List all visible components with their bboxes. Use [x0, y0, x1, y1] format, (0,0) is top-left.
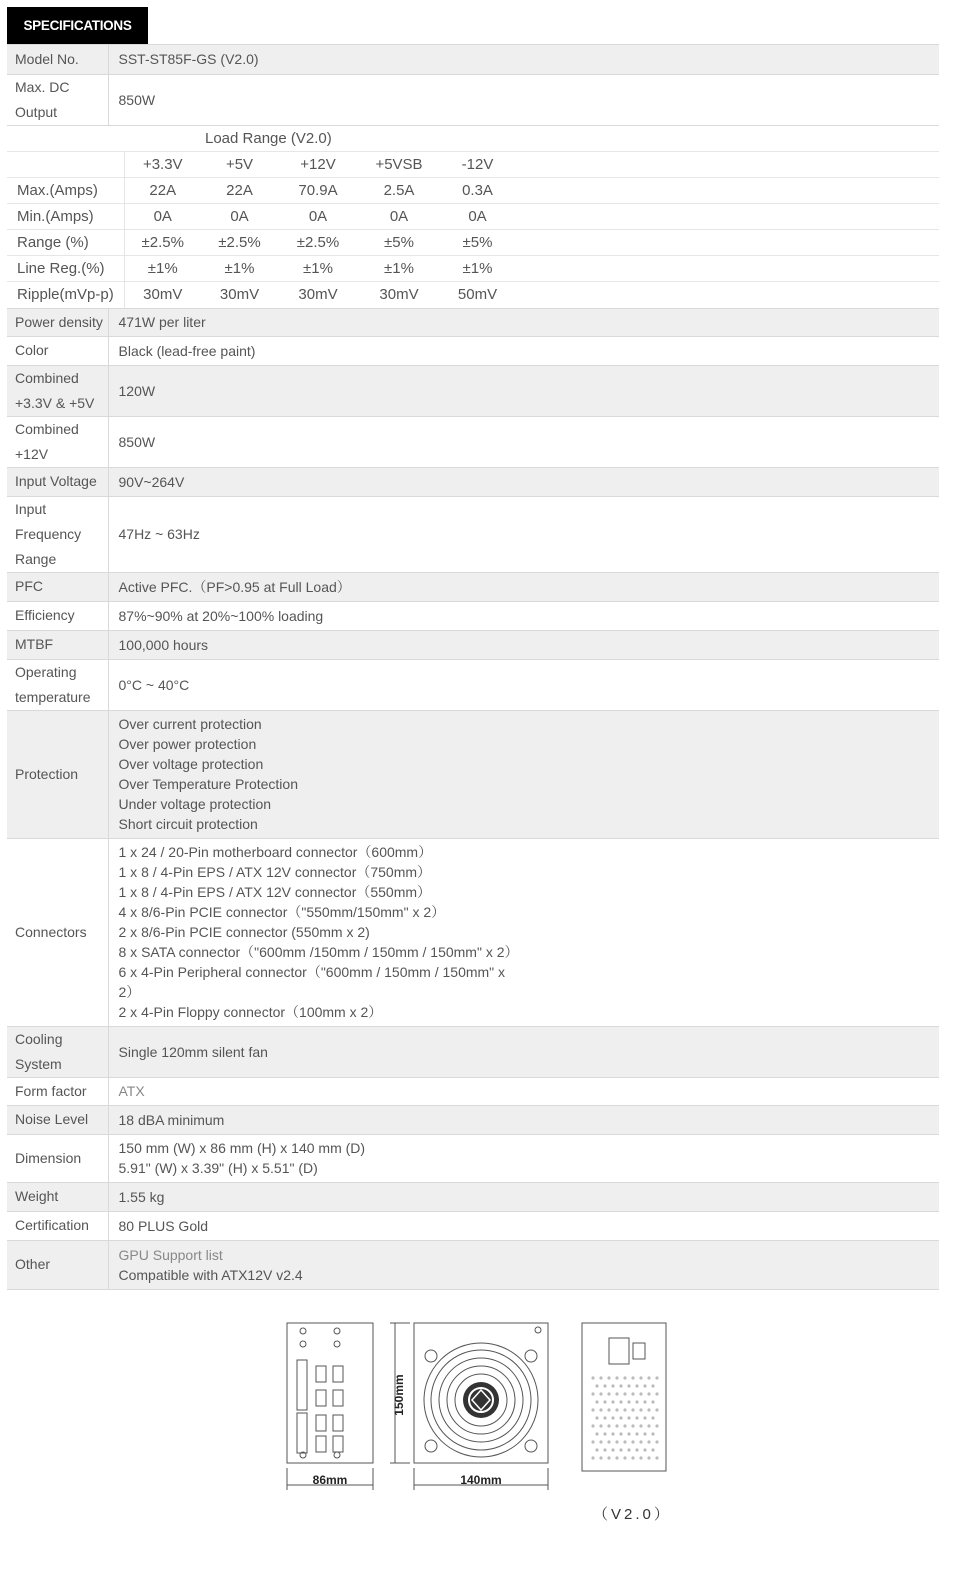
- row-label: Power density: [7, 308, 108, 336]
- load-cell: 2.5A: [358, 178, 440, 204]
- row-value: 850W: [108, 416, 939, 467]
- load-cell: ±1%: [124, 256, 201, 282]
- connector-line: 4 x 8/6-Pin PCIE connector（"550mm/150mm" x 2）: [118, 904, 446, 920]
- dimension-line: 150 mm (W) x 86 mm (H) x 140 mm (D): [118, 1140, 366, 1156]
- load-cell: ±1%: [201, 256, 278, 282]
- row-label: Other: [7, 1240, 108, 1289]
- load-cell: ±1%: [358, 256, 440, 282]
- protection-line: Over Temperature Protection: [118, 776, 298, 792]
- row-label: Cooling System: [7, 1026, 108, 1077]
- row-label: MTBF: [7, 630, 108, 659]
- dim-depth-label: 140mm: [460, 1473, 502, 1487]
- load-column-header: +12V: [278, 152, 358, 178]
- row-value: ATX: [108, 1077, 939, 1105]
- protection-line: Over current protection: [118, 716, 262, 732]
- row-label: Efficiency: [7, 601, 108, 630]
- row-value: Single 120mm silent fan: [108, 1026, 939, 1077]
- load-cell: 0A: [440, 204, 515, 230]
- table-row: [7, 1077, 939, 1105]
- load-cell: 30mV: [143, 286, 183, 304]
- connector-line: 2 x 4-Pin Floppy connector（100mm x 2）: [118, 1004, 383, 1020]
- row-value: [108, 710, 939, 838]
- load-cell: 22A: [201, 178, 278, 204]
- row-value: 18 dBA minimum: [108, 1105, 939, 1134]
- table-row: [7, 601, 939, 630]
- connector-line: 2）: [118, 984, 141, 1000]
- table-row: [7, 1182, 939, 1211]
- table-row: [7, 467, 939, 496]
- protection-line: Over power protection: [118, 736, 257, 752]
- dimension-line: 5.91" (W) x 3.39" (H) x 5.51" (D): [118, 1160, 318, 1176]
- row-label: Form factor: [7, 1077, 108, 1105]
- connector-line: 1 x 8 / 4-Pin EPS / ATX 12V connector（750mm）: [118, 864, 432, 880]
- row-value: 100,000 hours: [108, 630, 939, 659]
- table-row: [7, 838, 939, 1026]
- row-value: 0°C ~ 40°C: [108, 659, 939, 710]
- table-row: [7, 630, 939, 659]
- row-value: [108, 1240, 939, 1289]
- compat-text: Compatible with ATX12V v2.4: [118, 1266, 303, 1283]
- row-label: Combined +3.3V & +5V: [7, 365, 108, 416]
- specifications-tab[interactable]: SPECIFICATIONS: [7, 7, 148, 44]
- load-cell: 0A: [201, 204, 278, 230]
- load-cell: ±5%: [358, 230, 440, 256]
- load-cell: 0A: [358, 204, 440, 230]
- dim-height-label: 86mm: [312, 1473, 348, 1487]
- load-cell: ±1%: [278, 256, 358, 282]
- table-row: [7, 365, 939, 416]
- psu-dimension-diagram: [283, 1318, 673, 1493]
- load-range-title: Load Range (V2.0): [124, 126, 515, 152]
- row-value: 87%~90% at 20%~100% loading: [108, 601, 939, 630]
- row-label: Model No.: [7, 45, 108, 74]
- row-value: 1.55 kg: [108, 1182, 939, 1211]
- row-label: Dimension: [7, 1134, 108, 1182]
- connector-line: 1 x 8 / 4-Pin EPS / ATX 12V connector（550mm）: [118, 884, 432, 900]
- row-label: Noise Level: [7, 1105, 108, 1134]
- load-row-label: Min.(Amps): [7, 204, 124, 230]
- table-row: [7, 710, 939, 838]
- load-cell: 50mV: [457, 286, 498, 304]
- load-range-cell: [7, 125, 939, 308]
- load-row-label: Ripple(mVp-p): [7, 282, 124, 308]
- row-label: Connectors: [7, 838, 108, 1026]
- protection-line: Over voltage protection: [118, 756, 264, 772]
- table-row: [7, 1026, 939, 1077]
- connector-line: 8 x SATA connector（"600mm /150mm / 150mm / 150mm" x 2）: [118, 944, 519, 960]
- row-value: 47Hz ~ 63Hz: [108, 496, 939, 572]
- row-value: 90V~264V: [108, 467, 939, 496]
- row-label: Max. DC Output: [7, 74, 108, 125]
- load-cell: 0A: [278, 204, 358, 230]
- gpu-support-link[interactable]: GPU Support list: [118, 1246, 223, 1263]
- load-cell: ±2.5%: [124, 230, 201, 256]
- table-row: [7, 416, 939, 467]
- load-range-row: [7, 125, 939, 308]
- load-range-table: [7, 126, 939, 308]
- row-label: Certification: [7, 1211, 108, 1240]
- fan-hub-icon: [463, 1382, 499, 1418]
- load-cell: ±2.5%: [201, 230, 278, 256]
- dim-width-label: 150mm: [392, 1374, 406, 1416]
- load-column-header: +5V: [201, 152, 278, 178]
- row-label: Weight: [7, 1182, 108, 1211]
- row-value: 80 PLUS Gold: [108, 1211, 939, 1240]
- load-row-label: Line Reg.(%): [7, 256, 124, 282]
- row-value: 850W: [108, 74, 939, 125]
- row-value: [108, 1134, 939, 1182]
- load-row-label: Range (%): [7, 230, 124, 256]
- load-cell: 30mV: [219, 286, 260, 304]
- row-value: SST-ST85F-GS (V2.0): [108, 45, 939, 74]
- table-row: [7, 74, 939, 125]
- load-column-header: +3.3V: [124, 152, 201, 178]
- row-label: Combined +12V: [7, 416, 108, 467]
- row-label: Input Frequency Range: [7, 496, 108, 572]
- load-cell: 22A: [124, 178, 201, 204]
- load-cell: ±2.5%: [278, 230, 358, 256]
- diagram-caption: （V2.0）: [593, 1506, 672, 1523]
- load-cell: 0.3A: [440, 178, 515, 204]
- table-row: [7, 659, 939, 710]
- row-value: Active PFC.（PF>0.95 at Full Load）: [108, 572, 939, 601]
- row-value: [108, 838, 939, 1026]
- table-row: [7, 308, 939, 336]
- row-label: Color: [7, 336, 108, 365]
- load-cell: ±5%: [440, 230, 515, 256]
- table-row: [7, 496, 939, 572]
- row-value: Black (lead-free paint): [108, 336, 939, 365]
- row-value: 471W per liter: [108, 308, 939, 336]
- load-cell: 30mV: [379, 286, 419, 304]
- table-row: [7, 336, 939, 365]
- row-label: Protection: [7, 710, 108, 838]
- table-row: [7, 1134, 939, 1182]
- connector-line: 2 x 8/6-Pin PCIE connector (550mm x 2): [118, 924, 370, 940]
- connector-line: 6 x 4-Pin Peripheral connector（"600mm / 150mm / 150mm" x: [118, 964, 506, 980]
- protection-line: Short circuit protection: [118, 816, 258, 832]
- table-row: [7, 1240, 939, 1289]
- load-column-header: -12V: [440, 152, 515, 178]
- row-value: 120W: [108, 365, 939, 416]
- row-label: Input Voltage: [7, 467, 108, 496]
- row-label: PFC: [7, 572, 108, 601]
- load-cell: 30mV: [298, 286, 338, 304]
- row-label: Operating temperature: [7, 659, 108, 710]
- load-column-header: +5VSB: [358, 152, 440, 178]
- protection-line: Under voltage protection: [118, 796, 272, 812]
- load-cell: ±1%: [440, 256, 515, 282]
- table-row: [7, 572, 939, 601]
- load-row-label: Max.(Amps): [7, 178, 124, 204]
- connector-line: 1 x 24 / 20-Pin motherboard connector（600mm）: [118, 844, 433, 860]
- load-cell: 0A: [124, 204, 201, 230]
- table-row: [7, 45, 939, 74]
- table-row: [7, 1211, 939, 1240]
- load-cell: 70.9A: [278, 178, 358, 204]
- table-row: [7, 1105, 939, 1134]
- specifications-table: [7, 45, 939, 1290]
